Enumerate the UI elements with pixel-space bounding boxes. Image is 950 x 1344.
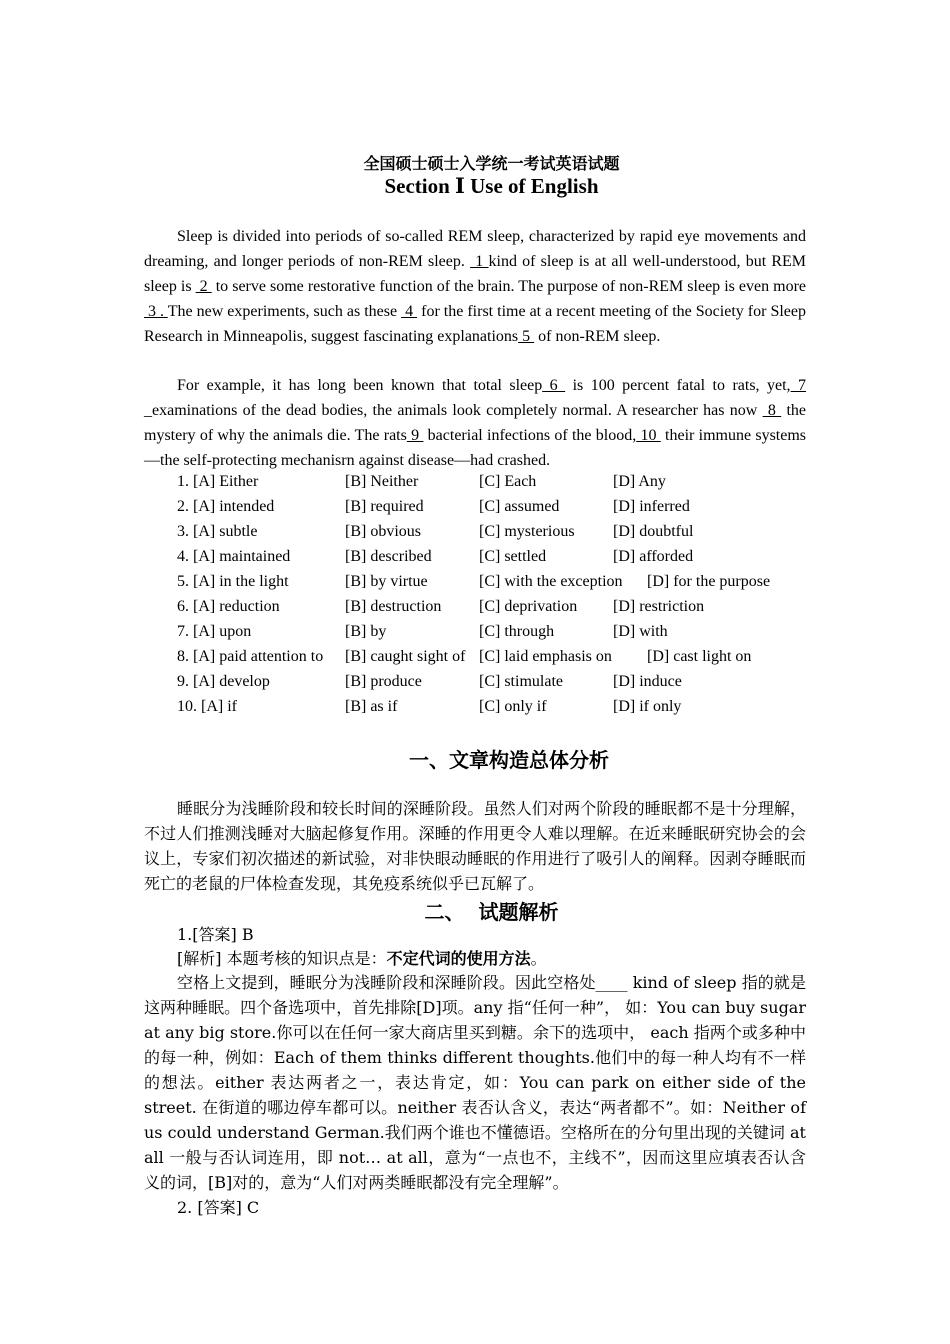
option-a: 8. [A] paid attention to xyxy=(177,648,324,665)
option-d: [D] inferred xyxy=(613,498,690,515)
blank-4: 4 xyxy=(401,303,418,320)
option-c: [C] laid emphasis on xyxy=(479,648,612,665)
q1-explanation: 空格上文提到，睡眠分为浅睡阶段和深睡阶段。因此空格处____ kind of sleep 指的就是这两种睡眠。四个备选项中，首先排除[D]项。any 指“任何一种”， 如：You can buy sugar at any big store.你可以在任何一家大商店里买到糖。余下的选项中， each 指两个或多种中的每一种，例如：Each of them thinks different thoughts.他们中的每一种人均有不一样的想法。either 表达两者之一，表达肯定，如：You can park on either side of the street. 在街道的哪边停车都可以。neither 表否认含义，表达“两者都不”。如：Neither of us could understand German.我们两个谁也不懂德语。空格所在的分句里出现的关键词 at all 一般与否认词连用，即 not… at all，意为“一点也不，主线不”，因而这里应填表否认含义的词，[B]对的，意为“人们对两类睡眠都没有完全理解”。 xyxy=(144,973,806,1192)
passage-text: kind of sleep is at all well-understood, but REM sleep is xyxy=(144,253,807,295)
passage-text: the mystery of why the animals die. The rats xyxy=(144,402,807,444)
blank-7: 7 xyxy=(790,377,807,394)
option-a: 1. [A] Either xyxy=(177,473,259,490)
blank-10: 10 xyxy=(636,427,661,444)
blank-9: 9 xyxy=(406,427,424,444)
option-c: [C] settled xyxy=(479,548,547,565)
blank-3: 3 . xyxy=(144,303,168,320)
option-d: [D] Any xyxy=(613,473,666,490)
option-a: 2. [A] intended xyxy=(177,498,275,515)
option-c: [C] Each xyxy=(479,473,537,490)
option-d: [D] for the purpose xyxy=(647,573,771,590)
option-d: [D] with xyxy=(613,623,668,640)
passage-text: bacterial infections of the blood, xyxy=(423,427,637,444)
passage-text: is 100 percent fatal to rats, yet, xyxy=(565,377,791,394)
option-c: [C] deprivation xyxy=(479,598,578,615)
option-c: [C] with the exception xyxy=(479,573,623,590)
option-d: [D] afforded xyxy=(613,548,694,565)
option-b: [B] by xyxy=(345,623,387,640)
blank-6: 6 xyxy=(542,377,566,394)
passage-text: _examinations of the dead bodies, the animals look completely normal. A researcher has now xyxy=(144,402,763,419)
passage-text: For example, it has long been known that total sleep xyxy=(177,377,543,394)
option-b: [B] as if xyxy=(345,698,398,715)
passage-text: to serve some restorative function of the brain. The purpose of non-REM sleep is even more xyxy=(211,278,807,295)
option-b: [B] described xyxy=(345,548,432,565)
option-b: [B] obvious xyxy=(345,523,421,540)
blank-5: 5 xyxy=(518,328,535,345)
passage-paragraph-1 xyxy=(144,224,806,349)
option-d: [D] restriction xyxy=(613,598,705,615)
option-a: 3. [A] subtle xyxy=(177,523,258,540)
passage-text: for the first time at a recent meeting of the Society for Sleep Research in Minneapolis, suggest fascinating explanations xyxy=(144,303,807,345)
option-c: [C] through xyxy=(479,623,555,640)
option-c: [C] assumed xyxy=(479,498,560,515)
passage-text: The new experiments, such as these xyxy=(167,303,402,320)
q1-point-prefix: [解析] 本题考核的知识点是： xyxy=(177,949,387,968)
passage-text: of non-REM sleep. xyxy=(534,328,661,345)
blank-1: 1 xyxy=(470,253,489,270)
q1-point-suffix: 。 xyxy=(530,949,547,968)
passage-text: Sleep is divided into periods of so-called REM sleep, characterized by rapid eye movements and dreaming, and longer periods of non-REM sleep. xyxy=(144,228,806,270)
option-b: [B] produce xyxy=(345,673,422,690)
option-b: [B] required xyxy=(345,498,424,515)
option-b: [B] caught sight of xyxy=(345,648,466,665)
option-a: 10. [A] if xyxy=(177,698,237,715)
q1-answer: 1.[答案] B xyxy=(177,925,254,944)
option-a: 7. [A] upon xyxy=(177,623,252,640)
blank-8: 8 xyxy=(762,402,782,419)
option-b: [B] destruction xyxy=(345,598,442,615)
option-a: 4. [A] maintained xyxy=(177,548,291,565)
passage-paragraph-2 xyxy=(144,373,806,473)
summary-paragraph: 睡眠分为浅睡阶段和较长时间的深睡阶段。虽然人们对两个阶段的睡眠都不是十分理解，不过人们推测浅睡对大脑起修复作用。深睡的作用更令人难以理解。在近来睡眠研究协会的会议上，专家们初次描述的新试验，对非快眼动睡眠的作用进行了吸引人的阐释。因剥夺睡眠而死亡的老鼠的尸体检查发现，其免疫系统似乎已瓦解了。 xyxy=(144,799,806,893)
option-a: 9. [A] develop xyxy=(177,673,270,690)
passage-text: their immune systems—the self-protecting mechanisrn against disease—had crashed. xyxy=(144,427,807,469)
option-c: [C] only if xyxy=(479,698,547,715)
q2-answer: 2. [答案] C xyxy=(177,1198,260,1217)
option-d: [D] doubtful xyxy=(613,523,694,540)
q1-point-bold: 不定代词的使用方法 xyxy=(386,949,531,968)
analysis-heading-overview: 一、文章构造总体分析 xyxy=(409,748,609,772)
option-b: [B] by virtue xyxy=(345,573,428,590)
blank-2: 2 xyxy=(195,278,212,295)
option-c: [C] mysterious xyxy=(479,523,575,540)
option-d: [D] if only xyxy=(613,698,682,715)
section-title: Section Ⅰ Use of English xyxy=(384,174,599,198)
analysis-heading-questions: 二、 试题解析 xyxy=(424,900,559,924)
option-a: 6. [A] reduction xyxy=(177,598,280,615)
option-c: [C] stimulate xyxy=(479,673,563,690)
option-b: [B] Neither xyxy=(345,473,419,490)
option-d: [D] cast light on xyxy=(647,648,752,665)
q1-knowledge-point xyxy=(177,946,547,969)
document-title: 全国硕士硕士入学统一考试英语试题 xyxy=(363,154,620,173)
option-d: [D] induce xyxy=(613,673,682,690)
option-a: 5. [A] in the light xyxy=(177,573,289,590)
